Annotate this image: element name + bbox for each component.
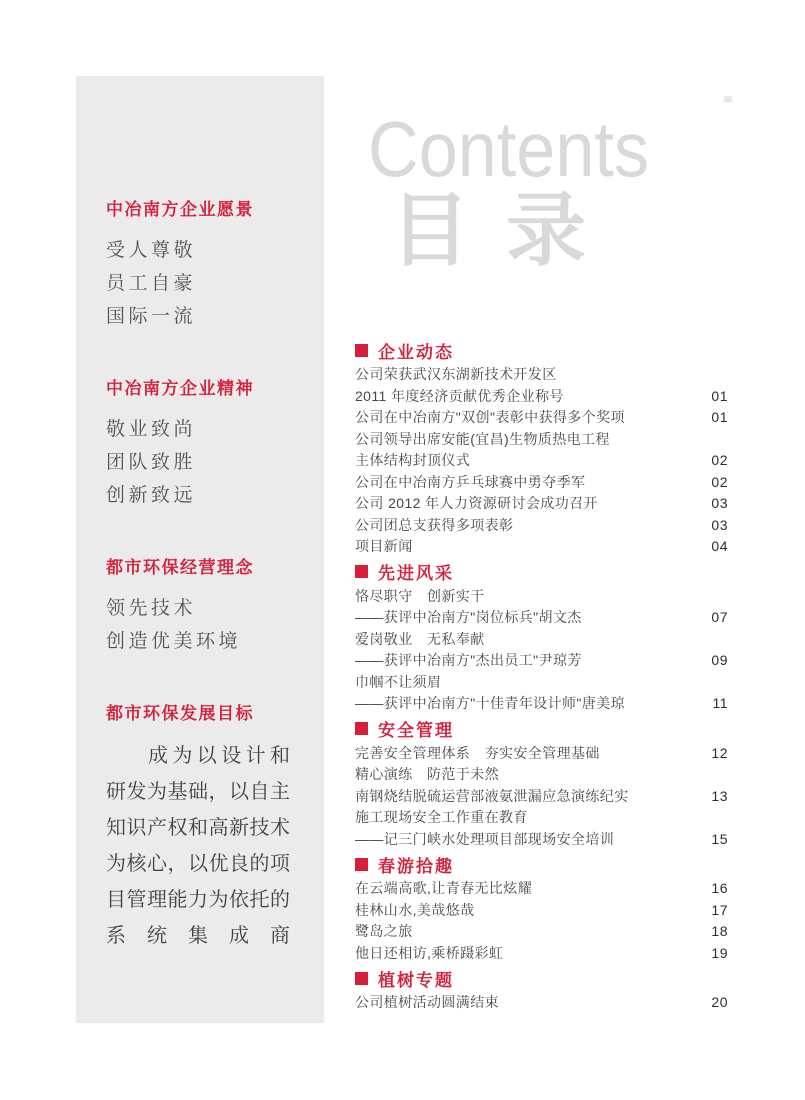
toc-item-lines [355,743,703,765]
toc-item-line: 施工现场安全工作重在教育 [355,809,528,825]
toc-item-line: 爱岗敬业 无私奉献 [355,630,485,647]
toc-item-lines [355,472,703,494]
toc-item [355,878,728,900]
sidebar-group [106,702,290,954]
toc-section-title: 植树专题 [378,970,454,990]
toc-item-line: 在云端高歌,让青春无比炫耀 [355,880,533,896]
toc-item-line: 桂林山水,美哉悠哉 [355,901,475,918]
toc-item-line: 公司在中冶南方乒乓球赛中勇夺季军 [355,473,586,490]
toc-item-lines [355,493,703,515]
toc-page-number: 19 [711,944,728,961]
toc-item-line: 他日还相访,乘桥蹑彩虹 [355,944,504,961]
toc-item [355,743,728,765]
toc-item [355,493,728,515]
toc-section-title: 先进风采 [378,564,454,583]
toc-item [355,629,728,672]
toc-section-heading [355,560,728,584]
toc-list [355,336,728,1014]
toc-item [355,515,728,537]
toc-item-lines [355,672,704,715]
toc-item-line: 南钢烧结脱硫运营部液氨泄漏应急演练纪实 [355,787,629,804]
toc-item-lines [355,586,703,629]
toc-item [355,807,728,850]
sidebar-item: 团队致胜 [106,452,197,473]
toc-item-line: 公司荣获武汉东湖新技术开发区 [355,366,557,382]
toc-page-number: 17 [711,901,728,918]
toc-item-line: ——记三门峡水处理项目部现场安全培训 [355,830,615,847]
toc-page-number: 20 [711,994,728,1010]
sidebar-group-heading: 都市环保经营理念 [106,558,254,577]
toc-item-lines [355,515,703,537]
toc-page-number: 02 [711,452,728,468]
toc-item-lines [355,921,703,943]
sidebar-paragraph-line: 系统集成商 [106,925,290,947]
toc-item-lines [355,429,703,472]
toc-page-number: 03 [711,516,728,533]
toc-section-title: 安全管理 [378,721,454,740]
toc-item [355,536,728,558]
sidebar [76,76,324,1023]
section-bullet-icon [355,858,368,871]
toc-item [355,364,728,407]
toc-page-number: 01 [711,387,728,404]
toc-item [355,586,728,629]
toc-item-line: ——获评中冶南方"杰出员工"尹琼芳 [355,652,582,668]
toc-item-lines [355,992,703,1014]
sidebar-group-heading: 都市环保发展目标 [106,704,254,723]
toc-section-title: 春游拾趣 [378,856,454,876]
toc-item-lines [355,807,703,850]
sidebar-paragraph-line: 成为以设计和 [148,745,290,767]
toc-item-lines [355,629,703,672]
sidebar-item: 创造优美环境 [106,631,242,652]
toc-item-line: 公司植树活动圆满结束 [355,994,499,1010]
toc-item [355,943,728,965]
section-bullet-icon [355,972,368,985]
toc-item-line: 公司 2012 年人力资源研讨会成功召开 [355,495,598,511]
toc-page-number: 11 [712,695,728,711]
toc-section-heading [355,966,728,990]
toc-page-number: 01 [711,409,728,425]
sidebar-group [106,556,290,658]
sidebar-groups [106,198,290,954]
toc-item-line: 公司在中冶南方"双创"表彰中获得多个奖项 [355,409,625,425]
toc-section-heading [355,338,728,362]
toc-item-lines [355,364,703,407]
toc-page-number: 12 [711,744,728,761]
toc-page-number: 16 [711,880,728,896]
sidebar-group-heading: 中冶南方企业精神 [106,379,254,398]
sidebar-group [106,198,290,333]
toc-page-number: 18 [711,923,728,939]
toc-item-line: 2011 年度经济贡献优秀企业称号 [355,387,564,404]
toc-item [355,407,728,429]
sidebar-group-heading: 中冶南方企业愿景 [106,200,254,219]
sidebar-group [106,377,290,512]
toc-item-lines [355,407,703,429]
toc-page-number: 15 [711,830,728,847]
toc-item-line: 项目新闻 [355,538,413,554]
toc-page-number: 03 [711,495,728,511]
sidebar-item: 员工自豪 [106,273,197,294]
contents-title-english: Contents [368,105,649,193]
toc-section-heading [355,717,728,741]
toc-page-number: 02 [711,473,728,490]
sidebar-item: 国际一流 [106,306,197,327]
toc-item [355,921,728,943]
toc-item-line: 公司团总支获得多项表彰 [355,516,514,533]
toc-item-line: 精心演练 防范于未然 [355,766,499,782]
sidebar-item: 领先技术 [106,598,197,619]
toc-item-line: ——获评中冶南方"岗位标兵"胡文杰 [355,609,582,625]
section-bullet-icon [355,565,368,578]
sidebar-paragraph [106,738,290,954]
toc-item [355,472,728,494]
toc-page-number: 09 [711,652,728,668]
contents-title-chinese: 目 录 [390,188,594,276]
sidebar-paragraph-line: 研发为基础，以自主 [106,781,290,803]
toc-item [355,764,728,807]
toc-item-line: ——获评中冶南方"十佳青年设计师"唐美琼 [355,695,625,711]
toc-item [355,672,728,715]
sidebar-item: 受人尊敬 [106,240,197,261]
toc-item-line: 公司领导出席安能(宜昌)生物质热电工程 [355,430,610,447]
toc-item-line: 鹭岛之旅 [355,923,413,939]
toc-item-line: 完善安全管理体系 夯实安全管理基础 [355,744,600,761]
section-bullet-icon [355,344,368,357]
sidebar-paragraph-line: 为核心，以优良的项 [106,853,290,875]
sidebar-item: 敬业致尚 [106,419,197,440]
toc-section-title: 企业动态 [378,342,454,362]
toc-item-lines [355,900,703,922]
toc-item-line: 恪尽职守 创新实干 [355,587,485,604]
sidebar-paragraph-line: 知识产权和高新技术 [106,817,290,839]
toc-page-number: 13 [711,787,728,804]
toc-page-number: 04 [711,538,728,554]
toc-item-lines [355,536,703,558]
toc-page-number: 07 [711,609,728,625]
toc-item-lines [355,878,703,900]
toc-item-line: 主体结构封顶仪式 [355,452,471,468]
section-bullet-icon [355,722,368,735]
toc-item [355,992,728,1014]
toc-section-heading [355,852,728,876]
toc-item-lines [355,764,703,807]
toc-item-lines [355,943,703,965]
toc-item [355,429,728,472]
corner-mark [724,96,732,102]
sidebar-paragraph-line: 目管理能力为依托的 [106,889,290,911]
toc-item-line: 巾帼不让须眉 [355,673,442,690]
sidebar-item: 创新致远 [106,485,197,506]
toc-item [355,900,728,922]
